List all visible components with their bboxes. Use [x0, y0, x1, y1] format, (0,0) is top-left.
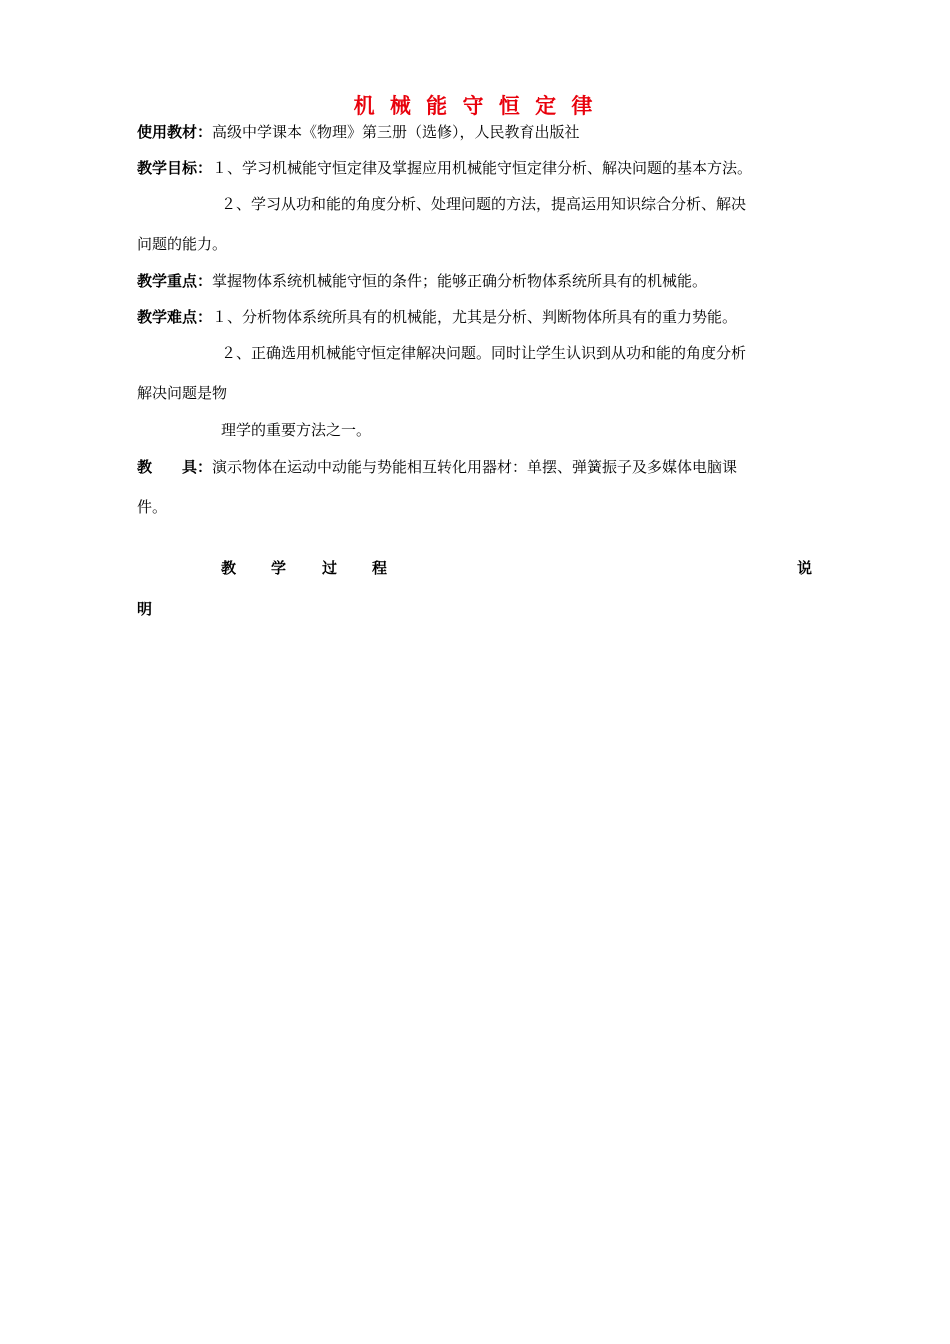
textbook-label: 使用教材：: [137, 123, 213, 141]
document-title: 机 械 能 守 恒 定 律: [353, 94, 597, 118]
objectives-item2-line2: 问题的能力。: [137, 235, 228, 253]
difficulties-line: [137, 307, 737, 327]
objectives-item2-line1: ２、学习从功和能的角度分析、处理问题的方法，提高运用知识综合分析、解决: [221, 195, 747, 213]
difficulties-item1: １、分析物体系统所具有的机械能，尤其是分析、判断物体所具有的重力势能。: [212, 308, 738, 326]
key-points-label: 教学重点：: [137, 272, 213, 290]
tools-line2: 件。: [137, 498, 168, 516]
tools-label: 教 具：: [137, 458, 213, 476]
header-process-char-4: 程: [372, 559, 388, 577]
tools-line1: 演示物体在运动中动能与势能相互转化用器材：单摆、弹簧振子及多媒体电脑课: [212, 458, 738, 476]
header-note-char-2: 明: [137, 600, 153, 618]
difficulties-item2-line2: 解决问题是物: [137, 384, 228, 402]
textbook-line: [137, 122, 580, 142]
textbook-value: 高级中学课本《物理》第三册（选修），人民教育出版社: [212, 123, 580, 141]
header-note-char-1: 说: [797, 559, 813, 577]
difficulties-label: 教学难点：: [137, 308, 213, 326]
key-points-line: [137, 271, 707, 291]
tools-line: [137, 457, 737, 477]
key-points-value: 掌握物体系统机械能守恒的条件；能够正确分析物体系统所具有的机械能。: [212, 272, 708, 290]
objectives-item1: １、学习机械能守恒定律及掌握应用机械能守恒定律分析、解决问题的基本方法。: [212, 159, 753, 177]
difficulties-item2-line1: ２、正确选用机械能守恒定律解决问题。同时让学生认识到从功和能的角度分析: [221, 344, 747, 362]
difficulties-item2-line3: 理学的重要方法之一。: [221, 421, 372, 439]
objectives-line: [137, 158, 752, 178]
header-process-char-2: 学: [271, 559, 287, 577]
header-process-char-1: 教: [221, 559, 237, 577]
header-process-char-3: 过: [322, 559, 338, 577]
objectives-label: 教学目标：: [137, 159, 213, 177]
